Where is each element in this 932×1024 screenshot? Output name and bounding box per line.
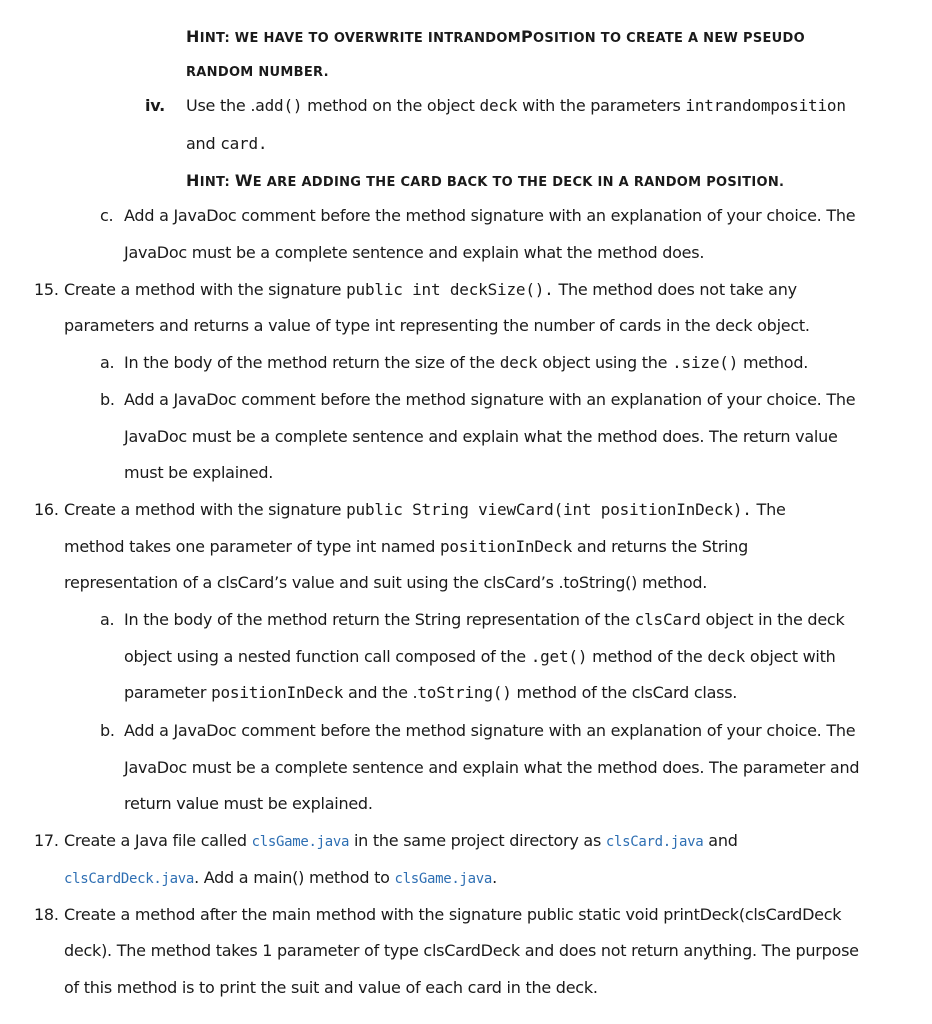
item-iv-marker: iv. xyxy=(145,96,165,115)
hint-overwrite-line2: RANDOM NUMBER. xyxy=(186,65,329,80)
item-16b-line2: JavaDoc must be a complete sentence and explain what the method does. The parameter and xyxy=(124,758,860,777)
item-c14-line2: JavaDoc must be a complete sentence and explain what the method does. xyxy=(124,243,705,262)
item-16-line2: method takes one parameter of type int named positionInDeck and returns the String xyxy=(64,537,749,556)
item-15b-marker: b. xyxy=(100,390,115,409)
item-17-line2: clsCardDeck.java. Add a main() method to clsGame.java. xyxy=(64,868,497,887)
item-18-line3: of this method is to print the suit and value of each card in the deck. xyxy=(64,978,598,997)
item-16b-marker: b. xyxy=(100,721,115,740)
item-15b-line3: must be explained. xyxy=(124,463,274,482)
item-15-marker: 15. xyxy=(34,280,59,299)
item-15a-marker: a. xyxy=(100,353,115,372)
item-16-marker: 16. xyxy=(34,500,59,519)
item-16a-line1: In the body of the method return the String representation of the clsCard object in the deck xyxy=(124,610,845,629)
item-16b-line3: return value must be explained. xyxy=(124,794,373,813)
item-16a-line2: object using a nested function call composed of the .get() method of the deck object with xyxy=(124,647,836,666)
item-15b-line1: Add a JavaDoc comment before the method signature with an explanation of your choice. The xyxy=(124,390,856,409)
item-16-line3: representation of a clsCard’s value and suit using the clsCard’s .toString() method. xyxy=(64,573,708,592)
item-16b-line1: Add a JavaDoc comment before the method signature with an explanation of your choice. The xyxy=(124,721,856,740)
item-18-line1: Create a method after the main method with the signature public static void printDeck(clsCardDeck xyxy=(64,905,842,924)
item-15-line2: parameters and returns a value of type int representing the number of cards in the deck object. xyxy=(64,316,810,335)
item-15a-line1: In the body of the method return the size of the deck object using the .size() method. xyxy=(124,353,809,372)
item-16a-marker: a. xyxy=(100,610,115,629)
item-c14-line1: Add a JavaDoc comment before the method signature with an explanation of your choice. The xyxy=(124,206,856,225)
item-16a-line3: parameter positionInDeck and the .toString() method of the clsCard class. xyxy=(124,683,738,702)
item-17-marker: 17. xyxy=(34,831,59,850)
item-16-line1: Create a method with the signature public String viewCard(int positionInDeck). The xyxy=(64,500,786,519)
hint-adding-card: HINT: WE ARE ADDING THE CARD BACK TO THE DECK IN A RANDOM POSITION. xyxy=(186,171,785,190)
item-c14-marker: c. xyxy=(100,206,114,225)
item-15-line1: Create a method with the signature public int deckSize(). The method does not take any xyxy=(64,280,797,299)
item-18-line2: deck). The method takes 1 parameter of type clsCardDeck and does not return anything. The purpose xyxy=(64,941,859,960)
hint-overwrite: HINT: WE HAVE TO OVERWRITE INTRANDOMPOSITION TO CREATE A NEW PSEUDO xyxy=(186,27,805,46)
item-iv-line2: and card. xyxy=(186,134,268,153)
item-15b-line2: JavaDoc must be a complete sentence and explain what the method does. The return value xyxy=(124,427,838,446)
item-17-line1: Create a Java file called clsGame.java in the same project directory as clsCard.java and xyxy=(64,831,738,850)
item-iv-line1: Use the .add() method on the object deck with the parameters intrandomposition xyxy=(186,96,846,115)
item-18-marker: 18. xyxy=(34,905,59,924)
